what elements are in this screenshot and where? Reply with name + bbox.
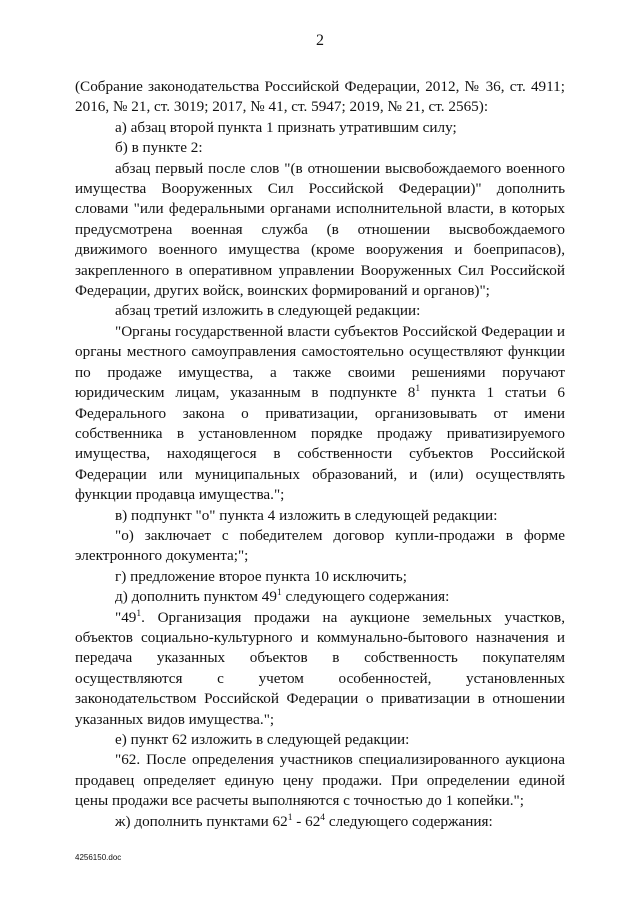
paragraph-quoted-49-1 — [75, 608, 565, 730]
text-segment: "49 — [115, 608, 137, 626]
text-segment: - 62 — [292, 812, 321, 830]
document-body — [75, 77, 565, 832]
paragraph-item-e: е) пункт 62 изложить в следующей редакции: — [115, 731, 410, 748]
paragraph-item-g: г) предложение второе пункта 10 исключить; — [115, 567, 407, 585]
superscript: 1 — [287, 812, 293, 823]
text-segment: д) дополнить пунктом 49 — [115, 588, 277, 606]
paragraph-quoted-o: "о) заключает с победителем договор купли-продажи в форме электронного документа;"; — [75, 526, 565, 565]
text-segment: "Органы государственной власти субъектов Российской Федерации и органы местного самоуправления самостоятельно осуществляют функции по продаже имущества, а также своими решениями поручают юридическим лицам, указанным в подпункте 8 — [75, 322, 565, 402]
text-segment: . Организация продажи на аукционе земельных участков, объектов социально-культурного и коммунально-бытового назначения и передача указанных объектов в собственность покупателям осуществляются с учетом особенностей, установленных законодательством Российской Федерации о приватизации в отношении указанных видов имущества."; — [75, 608, 565, 728]
text-segment: следующего содержания: — [325, 812, 493, 830]
paragraph-item-b: б) в пункте 2: — [115, 139, 203, 157]
paragraph-item-zh — [75, 812, 565, 832]
superscript: 1 — [276, 588, 282, 599]
text-segment: ж) дополнить пунктами 62 — [115, 812, 288, 830]
page-number: 2 — [316, 32, 324, 49]
paragraph-item-b-third: абзац третий изложить в следующей редакции: — [115, 302, 421, 320]
text-segment: следующего содержания: — [281, 588, 450, 606]
superscript: 4 — [320, 812, 326, 823]
paragraph-item-v: в) подпункт "о" пункта 4 изложить в следующей редакции: — [115, 506, 498, 524]
text-segment: пункта 1 статьи 6 Федерального закона о приватизации, организовывать от имени собственника в установленном порядке продажу приватизируемого имущества, находящегося в собственности субъектов Российской Федерации или муниципальных образований, и (или) осуществлять функции продавца имущества."; — [75, 384, 565, 504]
paragraph-item-a: а) абзац второй пункта 1 признать утратившим силу; — [115, 118, 457, 136]
file-reference: 4256150.doc — [75, 853, 122, 862]
paragraph-source-citation: (Собрание законодательства Российской Федерации, 2012, № 36, ст. 4911; 2016, № 21, ст. 3019; 2017, № 41, ст. 5947; 2019, № 21, ст. 2565): — [75, 78, 565, 116]
paragraph-item-d — [75, 587, 565, 607]
paragraph-quoted-authorities — [75, 322, 565, 506]
superscript: 1 — [136, 608, 142, 619]
superscript: 1 — [415, 384, 421, 395]
paragraph-item-b-first: абзац первый после слов "(в отношении высвобождаемого военного имущества Вооруженных Сил Российской Федерации)" дополнить словами "или федеральными органами исполнительной власти, в которых предусмотрена военная служба (в отношении высвобождаемого движимого военного имущества (кроме вооружения и боеприпасов), закрепленного в оперативном управлении Вооруженных Сил Российской Федерации, других войск, воинских формирований и органов)"; — [75, 159, 565, 300]
paragraph-quoted-62: "62. После определения участников специализированного аукциона продавец определяет единую цену продажи. При определении единой цены продажи все расчеты выполняются с точностью до 1 копейки."; — [75, 751, 565, 810]
